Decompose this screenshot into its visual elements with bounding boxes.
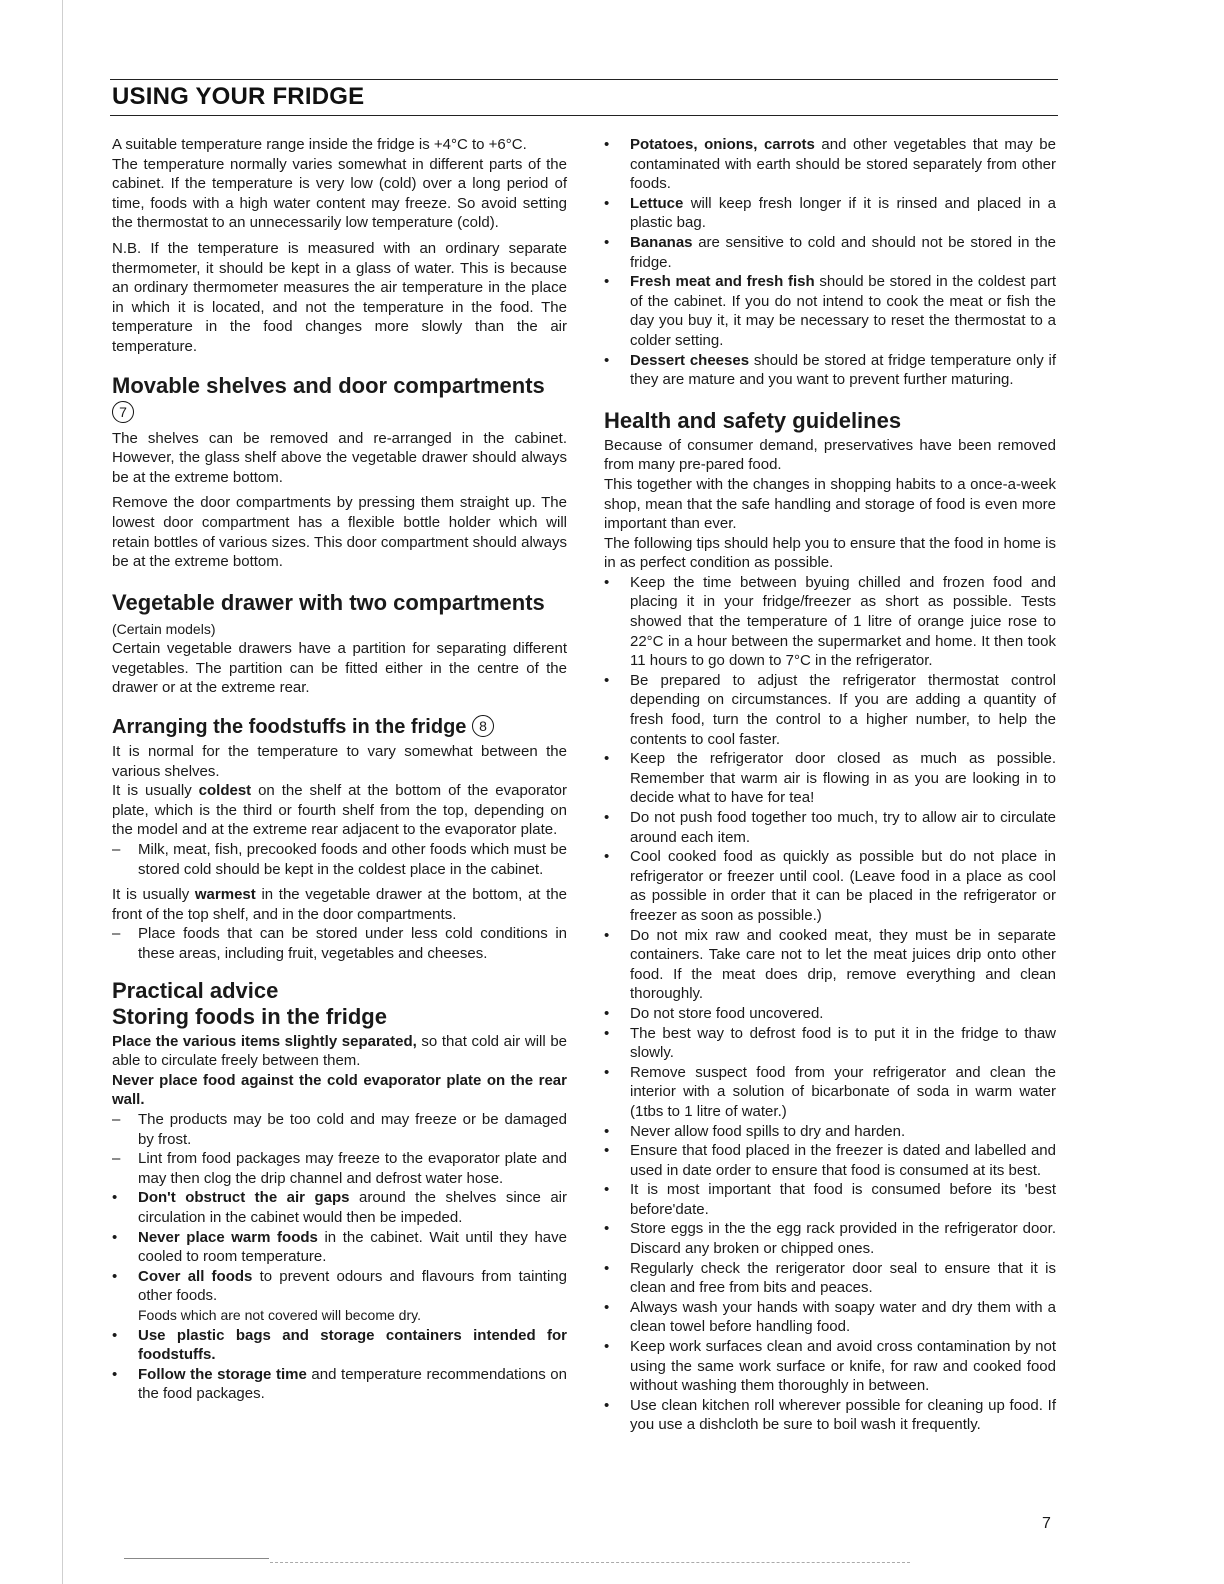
storing-paragraph-1: Place the various items slightly separated, so that cold air will be able to circulate freely between them. xyxy=(112,1032,567,1070)
health-paragraph-1: Because of consumer demand, preservatives have been removed from many pre-pared food. xyxy=(604,436,1056,474)
header-rule-top xyxy=(110,79,1058,80)
list-item: • Fresh meat and fresh fish should be stored in the coldest part of the cabinet. If you do not intend to cook the meat or fish the day you buy it, it may be necessary to reset the thermostat to a colder setting. xyxy=(604,273,1056,349)
arranging-heading: Arranging the foodstuffs in the fridge 8 xyxy=(112,714,567,740)
vegetable-drawer-paragraph: Certain vegetable drawers have a partition for separating different vegetables. The partition can be fitted either in the centre of the drawer or at the extreme rear. xyxy=(112,640,567,697)
list-item: • Be prepared to adjust the refrigerator thermostat control depending on circumstances. If you are adding a quantity of fresh food, turn the control to a higher number, to help the contents to cool faster. xyxy=(604,671,1056,748)
footer-dash-rule xyxy=(270,1562,910,1563)
list-item: • Always wash your hands with soapy water and dry them with a clean towel before handling food. xyxy=(604,1298,1056,1336)
list-item: – Milk, meat, fish, precooked foods and other foods which must be stored cold should be kept in the coldest place in the cabinet. xyxy=(112,841,567,878)
list-item: • Never place warm foods in the cabinet. Wait until they have cooled to room temperature. xyxy=(112,1228,567,1266)
right-column xyxy=(604,135,1056,1441)
storing-foods-heading: Storing foods in the fridge xyxy=(112,1003,387,1029)
list-item: • It is most important that food is consumed before its 'best before'date. xyxy=(604,1181,1056,1218)
shelves-heading: Movable shelves and door compartments 7 xyxy=(112,373,567,425)
shelves-paragraph-1: The shelves can be removed and re-arranged in the cabinet. However, the glass shelf above the vegetable drawer should always be at the extreme bottom. xyxy=(112,429,567,486)
temperature-paragraph: The temperature normally varies somewhat in different parts of the cabinet. If the temperature is very low (cold) over a long period of time, foods with a high water content may freeze. So avoid setting the thermostat to an unnecessarily low temperature (cold). xyxy=(112,155,567,232)
arranging-paragraph-1: It is normal for the temperature to vary somewhat between the various shelves. xyxy=(112,743,567,780)
list-item: • Bananas are sensitive to cold and should not be stored in the fridge. xyxy=(604,233,1056,271)
list-item: – Lint from food packages may freeze to the evaporator plate and may then clog the drip channel and defrost water hose. xyxy=(112,1150,567,1187)
warmest-list xyxy=(112,924,567,963)
storing-list xyxy=(112,1110,567,1404)
list-item: • Follow the storage time and temperature recommendations on the food packages. xyxy=(112,1365,567,1403)
arranging-paragraph-3: It is usually warmest in the vegetable drawer at the bottom, at the front of the top shelf, and in the door compartments. xyxy=(112,886,567,923)
arranging-paragraph-2: It is usually coldest on the shelf at the bottom of the evaporator plate, which is the third or fourth shelf from the top, depending on the model and at the extreme rear adjacent to the evaporator plate. xyxy=(112,782,567,839)
list-item: • Ensure that food placed in the freezer is dated and labelled and used in date order to ensure that food is consumed at its best. xyxy=(604,1142,1056,1179)
list-item: • Use plastic bags and storage containers intended for foodstuffs. xyxy=(112,1326,567,1364)
vegetable-storage-list xyxy=(604,135,1056,390)
list-item: • Dessert cheeses should be stored at fridge temperature only if they are mature and you want to prevent further maturing. xyxy=(604,351,1056,389)
list-item: • Potatoes, onions, carrots and other vegetables that may be contaminated with earth should be stored separately from other foods. xyxy=(604,136,1056,193)
list-item: • Keep the time between byuing chilled and frozen food and placing it in your fridge/freezer as short as possible. Tests showed that the temperature of 1 litre of orange juice rose to 22°C in a hour between the supermarket and home. It then took 11 hours to go down to 7°C in the refrigerator. xyxy=(604,573,1056,670)
header-rule-bottom xyxy=(110,115,1058,116)
list-item: • Never allow food spills to dry and harden. xyxy=(604,1122,906,1140)
list-item: • Cover all foods to prevent odours and flavours from tainting other foods. Foods which are not covered will become dry. xyxy=(112,1267,567,1323)
list-item: • Lettuce will keep fresh longer if it is rinsed and placed in a plastic bag. xyxy=(604,194,1056,232)
practical-advice-heading: Practical advice xyxy=(112,977,279,1003)
list-item: • Do not store food uncovered. xyxy=(604,1004,824,1022)
left-column xyxy=(112,135,567,1410)
list-item: • Do not mix raw and cooked meat, they must be in separate containers. Take care not to let the meat juices drip onto other food. If the meat does drip, remove everything and clean thoroughly. xyxy=(604,926,1056,1003)
intro-paragraph: A suitable temperature range inside the fridge is +4°C to +6°C. xyxy=(112,136,527,153)
list-item: • Remove suspect food from your refrigerator and clean the interior with a solution of bicarbonate of soda in warm water (1tbs to 1 litre of water.) xyxy=(604,1063,1056,1120)
list-item: – The products may be too cold and may freeze or be damaged by frost. xyxy=(112,1110,567,1148)
list-item: • Regularly check the rerigerator door seal to ensure that it is clean and free from bits and peaces. xyxy=(604,1259,1056,1297)
vegetable-drawer-note: (Certain models) xyxy=(112,620,216,637)
figure-marker-8: 8 xyxy=(472,715,494,737)
page-number: 7 xyxy=(1042,1515,1051,1532)
page-title: USING YOUR FRIDGE xyxy=(112,83,365,110)
scan-margin-line xyxy=(62,0,63,1584)
list-item: – Place foods that can be stored under less cold conditions in these areas, including fruit, vegetables and cheeses. xyxy=(112,925,567,962)
list-item: • Store eggs in the the egg rack provided in the refrigerator door. Discard any broken or chipped ones. xyxy=(604,1220,1056,1258)
figure-marker-7: 7 xyxy=(112,401,134,423)
list-item: • The best way to defrost food is to put it in the fridge to thaw slowly. xyxy=(604,1024,1056,1062)
storing-paragraph-2: Never place food against the cold evaporator plate on the rear wall. xyxy=(112,1071,567,1109)
list-item: • Keep the refrigerator door closed as much as possible. Remember that warm air is flowing in as you are looking in to decide what to have for tea! xyxy=(604,750,1056,807)
list-item: • Don't obstruct the air gaps around the shelves since air circulation in the cabinet would then be impeded. xyxy=(112,1189,567,1226)
list-item: • Cool cooked food as quickly as possible but do not place in refrigerator or freezer until cool. (Leave food in a place as cool as possible in order that it can be placed in the refrigerator or freezer as soon as possible.) xyxy=(604,848,1056,924)
shelves-paragraph-2: Remove the door compartments by pressing them straight up. The lowest door compartment has a flexible bottle holder which will retain bottles of various sizes. This door compartment should always be at the extreme bottom. xyxy=(112,494,567,571)
list-item: • Use clean kitchen roll wherever possible for cleaning up food. If you use a dishcloth be sure to boil wash it frequently. xyxy=(604,1396,1056,1434)
vegetable-drawer-heading: Vegetable drawer with two compartments xyxy=(112,589,545,615)
health-safety-heading: Health and safety guidelines xyxy=(604,407,902,433)
list-item: • Do not push food together too much, try to allow air to circulate around each item. xyxy=(604,809,1056,846)
safety-tips-list xyxy=(604,573,1056,1435)
coldest-list xyxy=(112,840,567,879)
list-item: • Keep work surfaces clean and avoid cross contamination by not using the same work surface or knife, for raw and cooked food without washing them thoroughly in between. xyxy=(604,1338,1056,1395)
health-paragraph-3: The following tips should help you to ensure that the food in home is in as perfect condition as possible. xyxy=(604,534,1056,572)
health-paragraph-2: This together with the changes in shopping habits to a once-a-week shop, mean that the safe handling and storage of food is even more important than ever. xyxy=(604,475,1056,533)
nb-paragraph: N.B. If the temperature is measured with an ordinary separate thermometer, it should be kept in a glass of water. This is because an ordinary thermometer measures the air temperature in the place in which it is located, and not the temperature in the food. The temperature in the food changes more slowly than the air temperature. xyxy=(112,239,567,355)
footer-rule xyxy=(124,1558,269,1559)
